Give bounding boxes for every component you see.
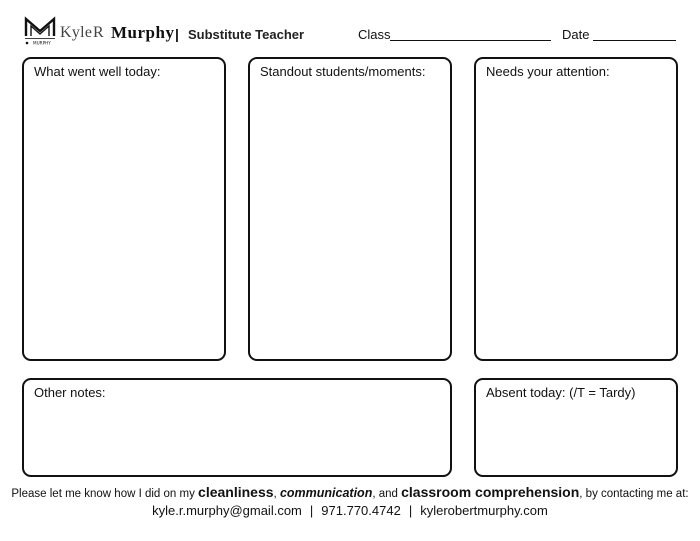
standout-box[interactable] bbox=[248, 57, 452, 361]
term-classroom-comprehension: classroom comprehension bbox=[401, 484, 580, 500]
went-well-label: What went well today: bbox=[34, 64, 161, 79]
first-name: Kyle bbox=[60, 24, 93, 41]
contact-email[interactable]: kyle.r.murphy@gmail.com bbox=[152, 503, 302, 518]
header-separator: | bbox=[175, 26, 179, 42]
feedback-lead: Please let me know how I did on my bbox=[11, 488, 195, 500]
role-title: Substitute Teacher bbox=[188, 27, 305, 42]
term-cleanliness: cleanliness bbox=[198, 484, 274, 500]
standout-label: Standout students/moments: bbox=[260, 64, 426, 79]
date-label: Date bbox=[562, 27, 590, 42]
class-field-line[interactable] bbox=[390, 40, 551, 41]
absent-label: Absent today: (/T = Tardy) bbox=[486, 385, 636, 400]
other-notes-label: Other notes: bbox=[34, 385, 106, 400]
other-notes-box[interactable] bbox=[22, 378, 452, 477]
comma: , bbox=[273, 488, 277, 500]
contact-phone[interactable]: 971.770.4742 bbox=[321, 503, 401, 518]
class-label: Class bbox=[358, 27, 391, 42]
middle-initial: R bbox=[93, 24, 104, 41]
contact-separator: | bbox=[408, 503, 413, 518]
term-communication: communication bbox=[279, 486, 373, 500]
svg-text:MURPHY: MURPHY bbox=[33, 40, 51, 46]
feedback-request bbox=[0, 484, 700, 500]
kyle-murphy-logo-icon bbox=[24, 16, 56, 46]
needs-attention-box[interactable] bbox=[474, 57, 678, 361]
last-name: Murphy bbox=[111, 23, 175, 42]
contact-info bbox=[0, 503, 700, 518]
contact-website[interactable]: kylerobertmurphy.com bbox=[420, 503, 548, 518]
date-field-line[interactable] bbox=[593, 40, 676, 41]
needs-attention-label: Needs your attention: bbox=[486, 64, 610, 79]
contact-separator: | bbox=[309, 503, 314, 518]
and-text: , and bbox=[372, 488, 398, 500]
went-well-box[interactable] bbox=[22, 57, 226, 361]
feedback-tail: , by contacting me at: bbox=[579, 488, 689, 500]
absent-box[interactable] bbox=[474, 378, 678, 477]
